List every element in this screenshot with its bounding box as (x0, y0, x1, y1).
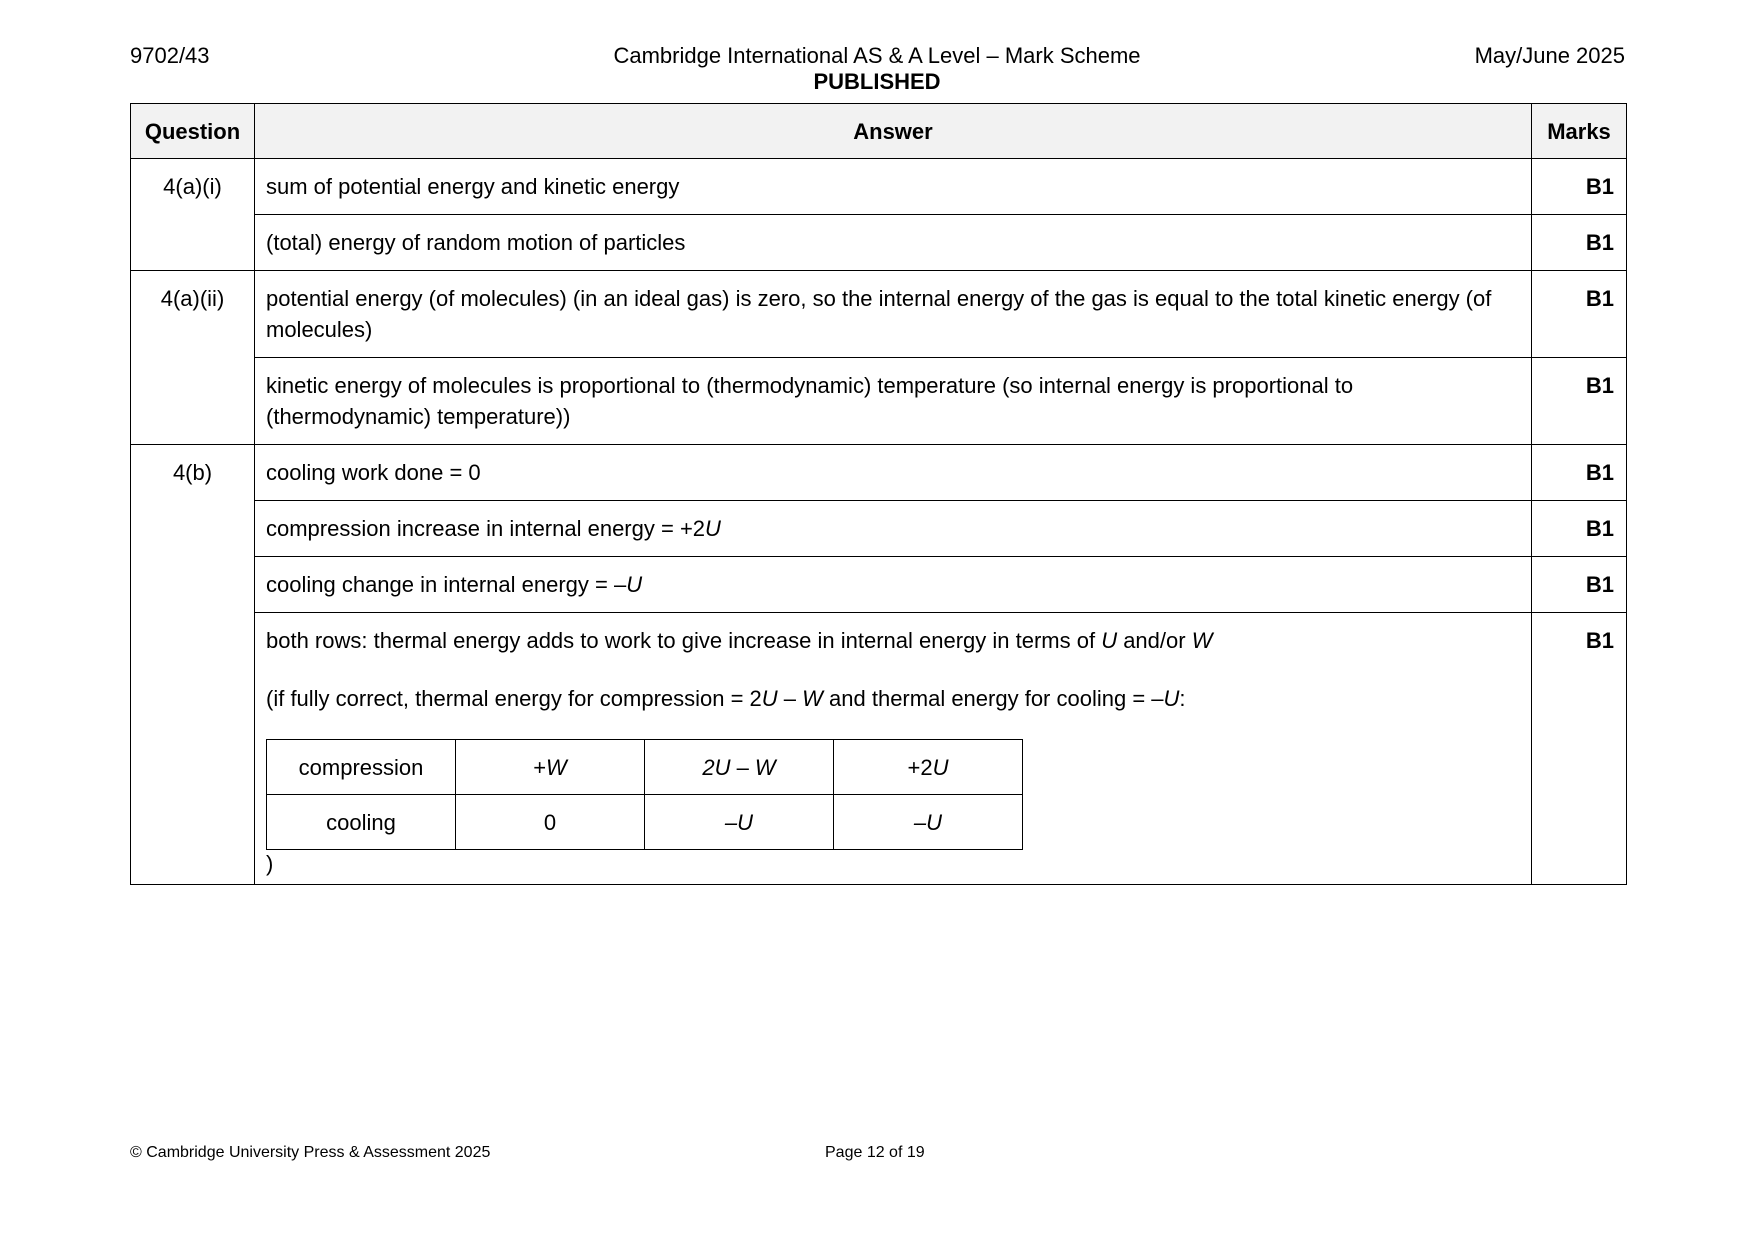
mark-cell: B1 (1532, 613, 1627, 885)
question-label: 4(a)(i) (131, 159, 255, 271)
answer-cell: sum of potential energy and kinetic energy (255, 159, 1532, 215)
answer-cell: potential energy (of molecules) (in an ideal gas) is zero, so the internal energy of the gas is equal to the total kinetic energy (of molecules) (255, 271, 1532, 358)
cell-text: +2 (907, 754, 933, 780)
mark-cell: B1 (1532, 215, 1627, 271)
cell-text: – (730, 754, 755, 780)
cell-text: – (724, 809, 738, 835)
variable-w: W (1191, 628, 1213, 653)
variable-u: U (714, 754, 731, 780)
table-row (131, 501, 1627, 557)
paper-code: 9702/43 (130, 43, 210, 68)
mark-cell: B1 (1532, 358, 1627, 445)
question-header: Question (131, 104, 255, 159)
mark-cell: B1 (1532, 557, 1627, 613)
table-row (131, 159, 1627, 215)
mark-cell: B1 (1532, 271, 1627, 358)
table-row (131, 271, 1627, 358)
inner-cell (645, 740, 834, 795)
closing-parenthesis: ) (266, 851, 274, 876)
inner-table-row (267, 795, 1023, 850)
document-title: Cambridge International AS & A Level – Mark Scheme (613, 43, 1141, 68)
answer-cell (255, 557, 1532, 613)
cell-text: – (913, 809, 927, 835)
answer-text: (if fully correct, thermal energy for compression = 2 (266, 686, 762, 711)
variable-u: U (926, 809, 943, 835)
table-row (131, 613, 1627, 885)
exam-session: May/June 2025 (1474, 43, 1625, 68)
mark-cell: B1 (1532, 445, 1627, 501)
question-label: 4(b) (131, 445, 255, 885)
page-number: Page 12 of 19 (825, 1144, 925, 1161)
variable-w: W (754, 754, 776, 780)
answer-text: cooling change in internal energy = – (266, 572, 627, 597)
marks-header: Marks (1532, 104, 1627, 159)
answer-text: : (1179, 686, 1186, 711)
published-label: PUBLISHED (813, 69, 941, 94)
energy-table (266, 739, 1023, 850)
inner-cell (834, 795, 1023, 850)
inner-cell (456, 740, 645, 795)
variable-u: U (1101, 628, 1118, 653)
cell-text: 2 (702, 754, 715, 780)
answer-cell (255, 613, 1532, 885)
answer-text: and thermal energy for cooling = – (822, 686, 1164, 711)
variable-u: U (932, 754, 949, 780)
header-row (131, 104, 1627, 159)
table-row (131, 445, 1627, 501)
answer-cell: cooling work done = 0 (255, 445, 1532, 501)
variable-w: W (802, 686, 823, 711)
answer-text: compression increase in internal energy = +2 (266, 516, 706, 541)
variable-u: U (761, 686, 778, 711)
question-label: 4(a)(ii) (131, 271, 255, 445)
table-row (131, 557, 1627, 613)
mark-cell: B1 (1532, 501, 1627, 557)
mark-scheme-table (130, 103, 1627, 885)
variable-w: W (546, 754, 567, 780)
answer-cell: (total) energy of random motion of particles (255, 215, 1532, 271)
answer-header: Answer (255, 104, 1532, 159)
cell-text: + (533, 754, 547, 780)
answer-line (266, 625, 1520, 656)
inner-cell (645, 795, 834, 850)
table-row (131, 358, 1627, 445)
variable-u: U (737, 809, 754, 835)
answer-cell: kinetic energy of molecules is proportional to (thermodynamic) temperature (so internal energy is proportional to (thermodynamic) temperature)) (255, 358, 1532, 445)
answer-text: and/or (1117, 628, 1192, 653)
inner-cell: 0 (456, 795, 645, 850)
variable-u: U (705, 516, 721, 541)
row-label: cooling (267, 795, 456, 850)
answer-line (266, 683, 1520, 714)
inner-table-row (267, 740, 1023, 795)
row-label: compression (267, 740, 456, 795)
inner-cell (834, 740, 1023, 795)
answer-text: – (777, 686, 803, 711)
variable-u: U (1163, 686, 1180, 711)
copyright-notice: © Cambridge University Press & Assessment 2025 (130, 1144, 491, 1161)
table-row (131, 215, 1627, 271)
mark-cell: B1 (1532, 159, 1627, 215)
variable-u: U (626, 572, 643, 597)
answer-text: both rows: thermal energy adds to work to give increase in internal energy in terms of (266, 628, 1102, 653)
answer-cell (255, 501, 1532, 557)
